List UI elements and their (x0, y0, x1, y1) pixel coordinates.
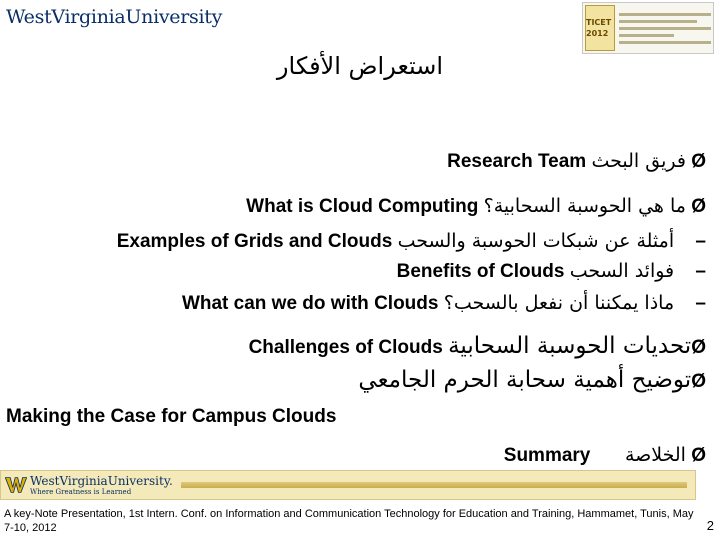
conference-text-lines (619, 9, 711, 48)
conference-logo (582, 2, 714, 54)
bullet-summary (504, 444, 706, 467)
bullet-ar: تحديات الحوسبة السحابية (448, 333, 692, 359)
bullet-campus-cloud (358, 367, 706, 393)
dash-bullet-icon: – (695, 293, 706, 314)
subbullet-ar: فوائد السحب (569, 260, 675, 282)
bullet-ar: الخلاصة (624, 444, 686, 466)
bullet-en: Challenges of Clouds (248, 337, 443, 358)
subbullet-ar: ماذا يمكننا أن نفعل بالسحب؟ (443, 292, 675, 314)
wvu-logo-text: WestVirginiaUniversity (6, 6, 223, 28)
bullet-arrow-icon: Ø (691, 151, 706, 172)
subbullet-benefits (397, 260, 706, 283)
bullet-challenges (249, 333, 706, 359)
bullet-cloud-computing (246, 195, 706, 218)
bullet-arrow-icon: Ø (691, 337, 706, 358)
bullet-ar: ما هي الحوسبة السحابية؟ (483, 195, 686, 217)
footer-bar (0, 470, 696, 500)
footer-note: A key-Note Presentation, 1st Intern. Conf. on Information and Communication Technology for Education and Training, Hammamet, Tunis, May 7-10, 2012 (4, 508, 694, 534)
bullet-research-team (447, 150, 706, 173)
footer-stripe (181, 482, 687, 488)
footer-logo-name: WestVirginiaUniversity. (30, 474, 173, 488)
bullet-arrow-icon: Ø (691, 371, 706, 392)
bullet-arrow-icon: Ø (691, 196, 706, 217)
page-number: 2 (706, 518, 714, 533)
subbullet-what-can-we-do (182, 292, 706, 315)
bullet-arrow-icon: Ø (691, 445, 706, 466)
bullet-ar: فريق البحث (591, 150, 686, 172)
subbullet-examples (117, 230, 706, 253)
bullet-ar: توضيح أهمية سحابة الحرم الجامعي (358, 367, 692, 393)
wvu-logo (2, 2, 223, 32)
conference-badge (585, 5, 615, 51)
dash-bullet-icon: – (695, 231, 706, 252)
slide-title: استعراض الأفكار (276, 52, 444, 80)
footer-logo (5, 474, 173, 496)
dash-bullet-icon: – (695, 261, 706, 282)
subbullet-en: Examples of Grids and Clouds (116, 231, 393, 252)
campus-cloud-english: Making the Case for Campus Clouds (6, 406, 337, 427)
bullet-en: Research Team (447, 151, 587, 172)
bullet-en: Summary (503, 445, 591, 466)
wvu-flying-wv-icon (5, 476, 27, 494)
conference-badge-text: TICET 2012 (586, 18, 612, 38)
subbullet-en: What can we do with Clouds (181, 293, 439, 314)
subbullet-en: Benefits of Clouds (396, 261, 565, 282)
footer-logo-tagline: Where Greatness is Learned (30, 488, 132, 496)
bullet-en: What is Cloud Computing (246, 196, 479, 217)
subbullet-ar: أمثلة عن شبكات الحوسبة والسحب (397, 230, 675, 252)
